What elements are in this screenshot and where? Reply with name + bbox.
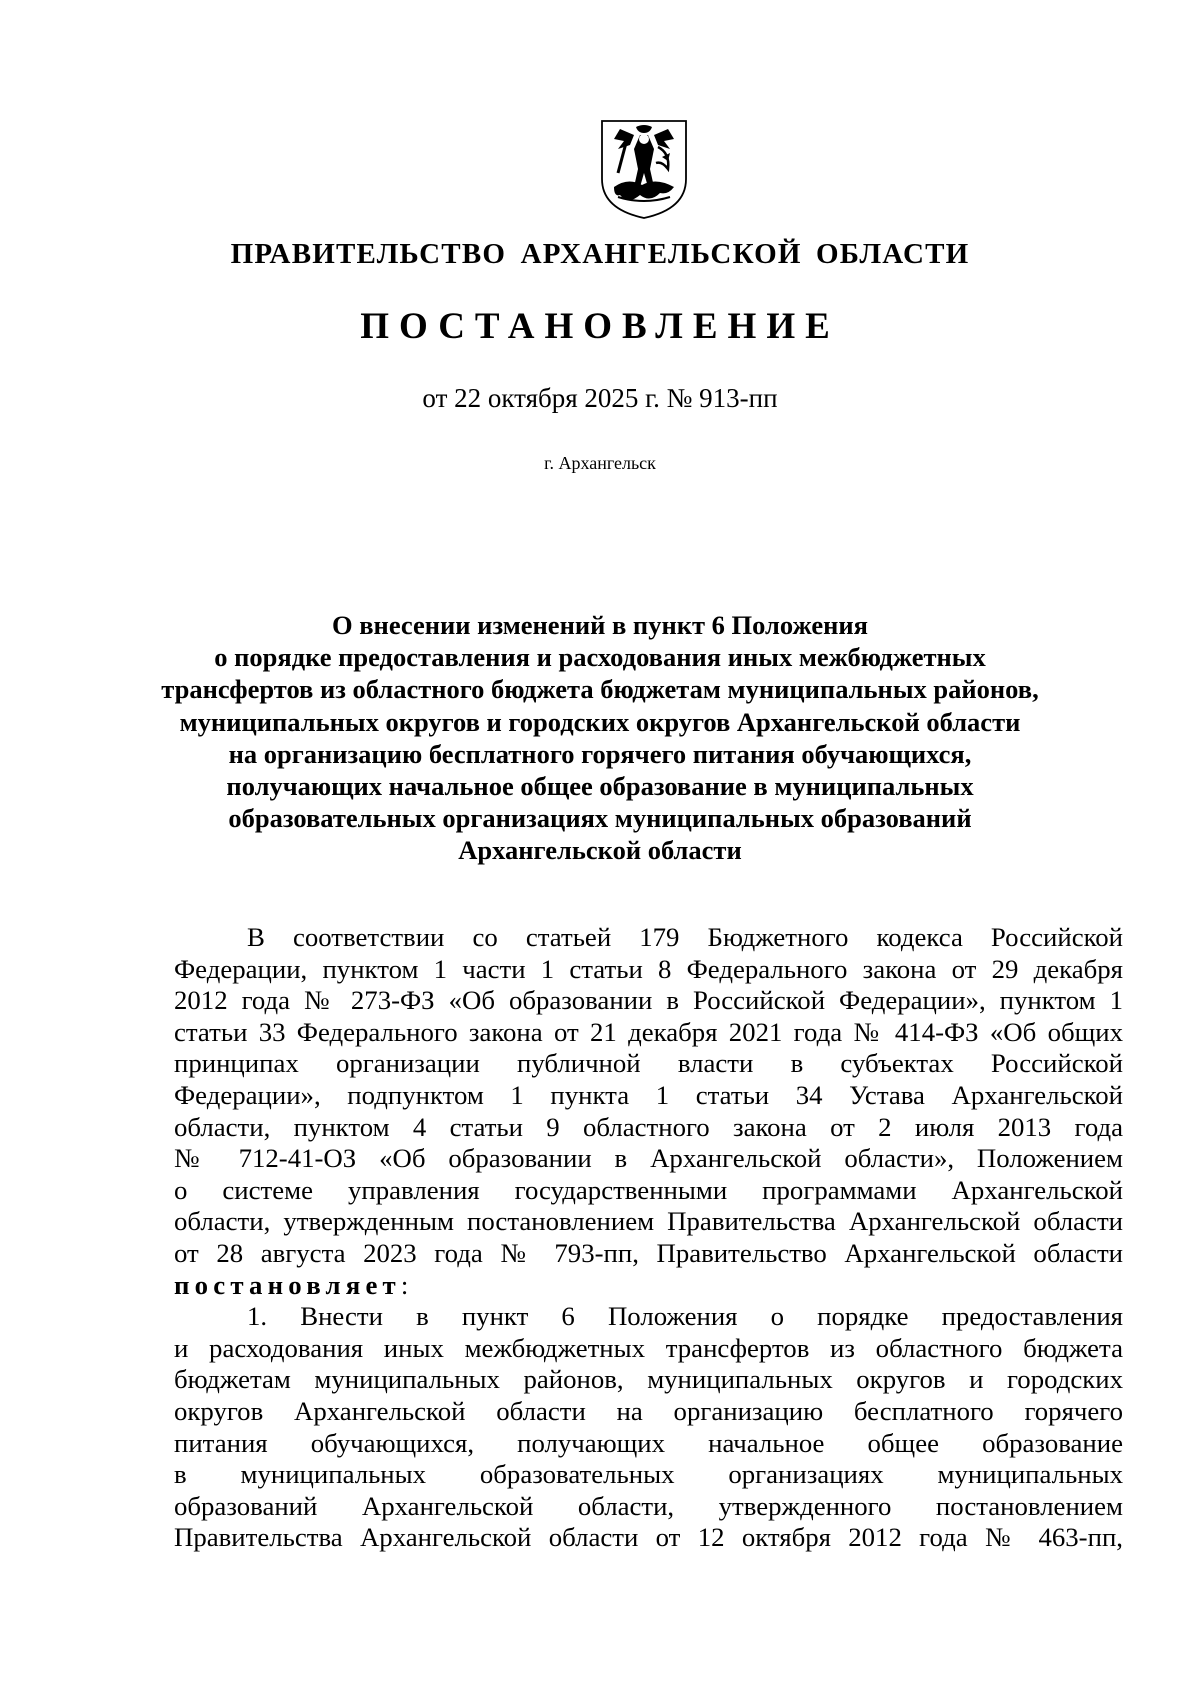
item1-line: бюджетам муниципальных районов, муниципальных округов и городских bbox=[174, 1364, 1123, 1395]
government-title: ПРАВИТЕЛЬСТВО АРХАНГЕЛЬСКОЙ ОБЛАСТИ bbox=[230, 238, 970, 270]
item1-line: в муниципальных образовательных организациях муниципальных bbox=[174, 1459, 1123, 1490]
preamble-line: о системе управления государственными программами Архангельской bbox=[174, 1174, 1123, 1205]
item1-line: образований Архангельской области, утвержденного постановлением bbox=[174, 1490, 1123, 1521]
preamble-line: от 28 августа 2023 года № 793-пп, Правительство Архангельской области bbox=[174, 1237, 1123, 1268]
coat-of-arms-icon bbox=[596, 117, 692, 221]
preamble-line: области, пунктом 4 статьи 9 областного закона от 2 июля 2013 года bbox=[174, 1111, 1123, 1142]
preamble-line: Федерации, пунктом 1 части 1 статьи 8 Федерального закона от 29 декабря bbox=[174, 953, 1123, 984]
preamble-line: Федерации», подпунктом 1 пункта 1 статьи 34 Устава Архангельской bbox=[174, 1079, 1123, 1110]
item1-line: питания обучающихся, получающих начальное общее образование bbox=[174, 1427, 1123, 1458]
document-type: ПОСТАНОВЛЕНИЕ bbox=[360, 306, 840, 347]
decree-line bbox=[174, 1270, 1123, 1302]
subject-line: получающих начальное общее образование в муниципальных bbox=[226, 771, 974, 802]
subject-line: трансфертов из областного бюджета бюджетам муниципальных районов, bbox=[161, 674, 1039, 705]
document-city: г. Архангельск bbox=[544, 453, 656, 473]
subject-line: муниципальных округов и городских округов Архангельской области bbox=[179, 706, 1021, 737]
subject-line: образовательных организациях муниципальных образований bbox=[228, 803, 972, 834]
document-date-number: от 22 октября 2025 г. № 913-пп bbox=[422, 383, 778, 413]
subject-line: Архангельской области bbox=[458, 835, 742, 866]
subject-line: о порядке предоставления и расходования иных межбюджетных bbox=[214, 642, 986, 673]
preamble-line: области, утвержденным постановлением Правительства Архангельской области bbox=[174, 1206, 1123, 1237]
preamble-line: № 712-41-ОЗ «Об образовании в Архангельской области», Положением bbox=[174, 1143, 1123, 1174]
decree-word: постановляет bbox=[174, 1269, 401, 1300]
decree-colon: : bbox=[400, 1269, 409, 1300]
item1-line: 1. Внести в пункт 6 Положения о порядке предоставления bbox=[247, 1301, 1123, 1332]
preamble-line: 2012 года № 273-ФЗ «Об образовании в Российской Федерации», пунктом 1 bbox=[174, 985, 1123, 1016]
preamble-line: принципах организации публичной власти в субъектах Российской bbox=[174, 1048, 1123, 1079]
preamble-line: В соответствии со статьей 179 Бюджетного кодекса Российской bbox=[247, 922, 1123, 952]
item1-line: Правительства Архангельской области от 12 октября 2012 года № 463-пп, bbox=[174, 1522, 1123, 1553]
document-subject bbox=[150, 609, 1050, 867]
item1-line: и расходования иных межбюджетных трансфертов из областного бюджета bbox=[174, 1332, 1123, 1363]
subject-line: на организацию бесплатного горячего питания обучающихся, bbox=[228, 738, 972, 769]
document-body bbox=[174, 922, 1123, 1554]
item1-line: округов Архангельской области на организацию бесплатного горячего bbox=[174, 1395, 1123, 1426]
subject-line: О внесении изменений в пункт 6 Положения bbox=[332, 610, 868, 640]
preamble-line: статьи 33 Федерального закона от 21 декабря 2021 года № 414-ФЗ «Об общих bbox=[174, 1016, 1123, 1047]
